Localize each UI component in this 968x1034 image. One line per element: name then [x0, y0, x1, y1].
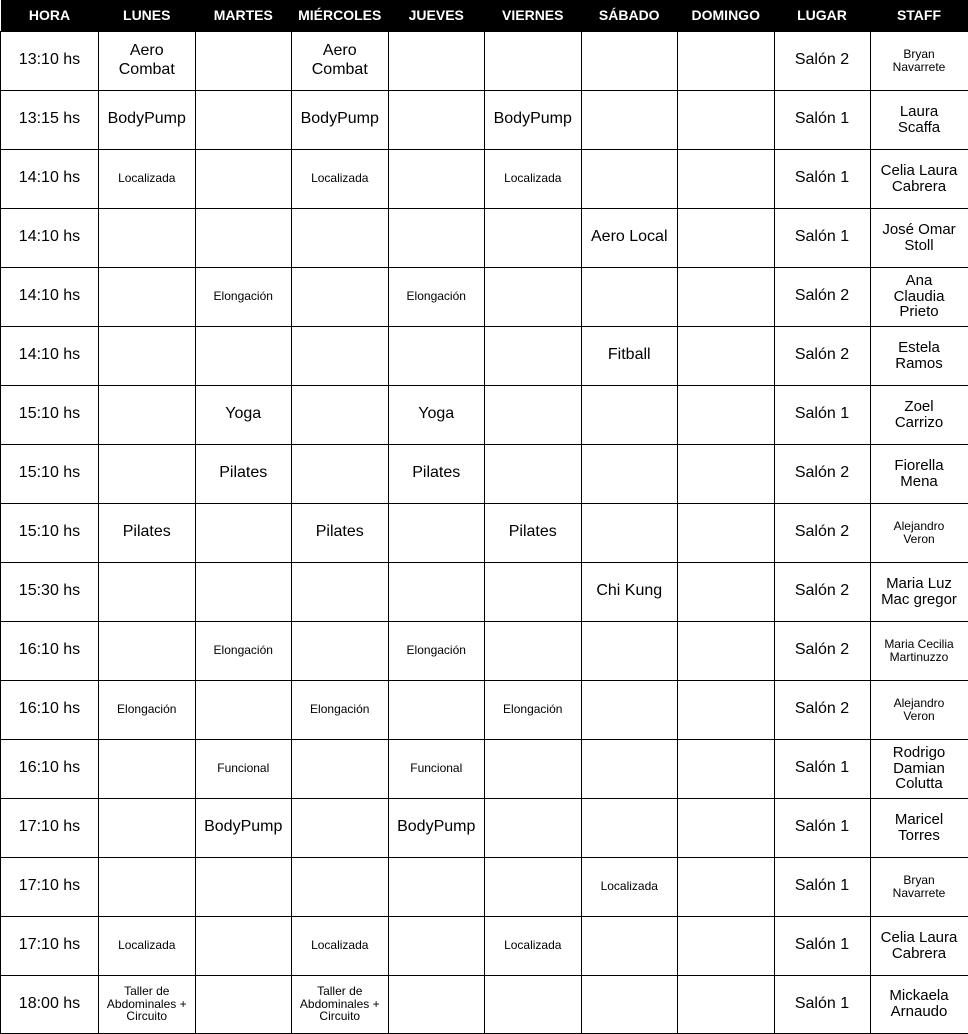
- time-cell: 14:10 hs: [1, 208, 99, 267]
- table-row: [1, 149, 968, 208]
- staff-cell: Alejandro Veron: [870, 680, 968, 739]
- class-cell-jueves: Yoga: [388, 385, 485, 444]
- location-cell: Salón 1: [774, 385, 870, 444]
- location-cell: Salón 1: [774, 975, 870, 1033]
- class-cell-sabado: [581, 621, 678, 680]
- class-cell-lunes: Localizada: [99, 916, 196, 975]
- location-cell: Salón 2: [774, 31, 870, 90]
- time-cell: 15:30 hs: [1, 562, 99, 621]
- header-day-sabado: SÁBADO: [581, 0, 678, 31]
- class-cell-jueves: [388, 975, 485, 1033]
- class-cell-jueves: [388, 149, 485, 208]
- class-cell-viernes: [485, 385, 582, 444]
- time-cell: 13:10 hs: [1, 31, 99, 90]
- class-cell-domingo: [678, 31, 775, 90]
- class-cell-martes: Funcional: [195, 739, 292, 798]
- class-cell-lunes: Pilates: [99, 503, 196, 562]
- class-cell-domingo: [678, 562, 775, 621]
- class-cell-martes: Elongación: [195, 621, 292, 680]
- class-cell-sabado: [581, 916, 678, 975]
- class-cell-viernes: [485, 31, 582, 90]
- class-cell-domingo: [678, 90, 775, 149]
- class-cell-martes: [195, 326, 292, 385]
- class-cell-domingo: [678, 385, 775, 444]
- class-cell-sabado: [581, 739, 678, 798]
- class-cell-sabado: [581, 444, 678, 503]
- class-cell-sabado: [581, 267, 678, 326]
- class-cell-viernes: [485, 326, 582, 385]
- class-cell-sabado: Aero Local: [581, 208, 678, 267]
- class-cell-domingo: [678, 975, 775, 1033]
- class-cell-viernes: Elongación: [485, 680, 582, 739]
- location-cell: Salón 2: [774, 562, 870, 621]
- class-cell-domingo: [678, 916, 775, 975]
- class-cell-miercoles: Localizada: [292, 916, 389, 975]
- class-cell-jueves: [388, 562, 485, 621]
- class-cell-sabado: Chi Kung: [581, 562, 678, 621]
- class-cell-martes: [195, 90, 292, 149]
- class-cell-sabado: [581, 149, 678, 208]
- location-cell: Salón 2: [774, 503, 870, 562]
- location-cell: Salón 2: [774, 444, 870, 503]
- class-cell-martes: BodyPump: [195, 798, 292, 857]
- staff-cell: Ana Claudia Prieto: [870, 267, 968, 326]
- class-cell-miercoles: [292, 739, 389, 798]
- class-cell-domingo: [678, 621, 775, 680]
- class-cell-lunes: [99, 562, 196, 621]
- table-row: [1, 31, 968, 90]
- class-cell-lunes: Elongación: [99, 680, 196, 739]
- class-cell-jueves: [388, 680, 485, 739]
- class-cell-miercoles: Aero Combat: [292, 31, 389, 90]
- time-cell: 16:10 hs: [1, 680, 99, 739]
- table-row: [1, 857, 968, 916]
- staff-cell: Laura Scaffa: [870, 90, 968, 149]
- class-cell-sabado: Fitball: [581, 326, 678, 385]
- class-cell-sabado: [581, 503, 678, 562]
- class-cell-domingo: [678, 267, 775, 326]
- class-cell-lunes: [99, 267, 196, 326]
- time-cell: 15:10 hs: [1, 503, 99, 562]
- class-cell-martes: [195, 31, 292, 90]
- class-cell-jueves: [388, 90, 485, 149]
- class-cell-martes: Pilates: [195, 444, 292, 503]
- table-row: [1, 975, 968, 1033]
- class-cell-martes: [195, 503, 292, 562]
- location-cell: Salón 2: [774, 326, 870, 385]
- class-cell-lunes: [99, 739, 196, 798]
- table-row: [1, 267, 968, 326]
- table-row: [1, 385, 968, 444]
- time-cell: 17:10 hs: [1, 798, 99, 857]
- class-cell-viernes: [485, 208, 582, 267]
- class-cell-martes: [195, 149, 292, 208]
- class-cell-martes: Yoga: [195, 385, 292, 444]
- class-cell-martes: [195, 975, 292, 1033]
- class-cell-viernes: [485, 857, 582, 916]
- location-cell: Salón 1: [774, 857, 870, 916]
- class-cell-miercoles: [292, 857, 389, 916]
- class-cell-viernes: [485, 739, 582, 798]
- staff-cell: Mickaela Arnaudo: [870, 975, 968, 1033]
- table-row: [1, 621, 968, 680]
- time-cell: 14:10 hs: [1, 326, 99, 385]
- class-cell-viernes: [485, 562, 582, 621]
- time-cell: 16:10 hs: [1, 621, 99, 680]
- class-cell-viernes: Localizada: [485, 149, 582, 208]
- class-cell-miercoles: Localizada: [292, 149, 389, 208]
- class-cell-miercoles: [292, 326, 389, 385]
- class-cell-jueves: [388, 503, 485, 562]
- class-cell-jueves: [388, 31, 485, 90]
- class-cell-lunes: [99, 621, 196, 680]
- class-cell-domingo: [678, 503, 775, 562]
- class-cell-domingo: [678, 444, 775, 503]
- table-row: [1, 739, 968, 798]
- time-cell: 17:10 hs: [1, 857, 99, 916]
- staff-cell: Rodrigo Damian Colutta: [870, 739, 968, 798]
- class-cell-lunes: BodyPump: [99, 90, 196, 149]
- location-cell: Salón 2: [774, 680, 870, 739]
- class-cell-domingo: [678, 208, 775, 267]
- class-cell-viernes: [485, 975, 582, 1033]
- table-row: [1, 326, 968, 385]
- class-cell-jueves: [388, 916, 485, 975]
- class-cell-lunes: [99, 444, 196, 503]
- class-cell-jueves: [388, 326, 485, 385]
- staff-cell: Maria Cecilia Martinuzzo: [870, 621, 968, 680]
- table-row: [1, 680, 968, 739]
- class-cell-miercoles: BodyPump: [292, 90, 389, 149]
- time-cell: 13:15 hs: [1, 90, 99, 149]
- table-row: [1, 444, 968, 503]
- class-cell-jueves: [388, 857, 485, 916]
- header-hora: HORA: [1, 0, 99, 31]
- class-cell-miercoles: Elongación: [292, 680, 389, 739]
- class-cell-viernes: [485, 444, 582, 503]
- class-cell-domingo: [678, 857, 775, 916]
- class-cell-domingo: [678, 739, 775, 798]
- staff-cell: Zoel Carrizo: [870, 385, 968, 444]
- class-cell-jueves: Pilates: [388, 444, 485, 503]
- class-cell-lunes: [99, 385, 196, 444]
- location-cell: Salón 1: [774, 916, 870, 975]
- location-cell: Salón 1: [774, 739, 870, 798]
- location-cell: Salón 1: [774, 149, 870, 208]
- header-row: [1, 0, 968, 31]
- class-cell-viernes: Localizada: [485, 916, 582, 975]
- staff-cell: Estela Ramos: [870, 326, 968, 385]
- schedule-header: [1, 0, 968, 31]
- class-cell-miercoles: [292, 444, 389, 503]
- class-cell-domingo: [678, 798, 775, 857]
- class-cell-viernes: BodyPump: [485, 90, 582, 149]
- class-cell-jueves: BodyPump: [388, 798, 485, 857]
- class-cell-viernes: [485, 798, 582, 857]
- table-row: [1, 562, 968, 621]
- class-cell-lunes: [99, 326, 196, 385]
- location-cell: Salón 2: [774, 621, 870, 680]
- staff-cell: Fiorella Mena: [870, 444, 968, 503]
- staff-cell: Celia Laura Cabrera: [870, 916, 968, 975]
- class-cell-martes: [195, 916, 292, 975]
- class-cell-lunes: Aero Combat: [99, 31, 196, 90]
- class-cell-miercoles: [292, 798, 389, 857]
- class-cell-sabado: [581, 680, 678, 739]
- header-day-martes: MARTES: [195, 0, 292, 31]
- class-cell-miercoles: Taller de Abdominales + Circuito: [292, 975, 389, 1033]
- header-day-lunes: LUNES: [99, 0, 196, 31]
- class-cell-domingo: [678, 680, 775, 739]
- location-cell: Salón 1: [774, 90, 870, 149]
- time-cell: 14:10 hs: [1, 149, 99, 208]
- staff-cell: Bryan Navarrete: [870, 857, 968, 916]
- header-day-miercoles: MIÉRCOLES: [292, 0, 389, 31]
- class-cell-martes: [195, 208, 292, 267]
- class-cell-sabado: Localizada: [581, 857, 678, 916]
- table-row: [1, 208, 968, 267]
- class-cell-jueves: Funcional: [388, 739, 485, 798]
- header-day-domingo: DOMINGO: [678, 0, 775, 31]
- class-cell-sabado: [581, 798, 678, 857]
- table-row: [1, 503, 968, 562]
- staff-cell: Maricel Torres: [870, 798, 968, 857]
- time-cell: 14:10 hs: [1, 267, 99, 326]
- header-day-viernes: VIERNES: [485, 0, 582, 31]
- time-cell: 17:10 hs: [1, 916, 99, 975]
- class-cell-domingo: [678, 149, 775, 208]
- class-cell-viernes: [485, 621, 582, 680]
- class-cell-lunes: Localizada: [99, 149, 196, 208]
- class-cell-lunes: [99, 208, 196, 267]
- class-cell-sabado: [581, 90, 678, 149]
- class-cell-miercoles: [292, 562, 389, 621]
- class-cell-domingo: [678, 326, 775, 385]
- staff-cell: Bryan Navarrete: [870, 31, 968, 90]
- staff-cell: Alejandro Veron: [870, 503, 968, 562]
- class-cell-martes: [195, 562, 292, 621]
- location-cell: Salón 2: [774, 267, 870, 326]
- class-cell-lunes: [99, 857, 196, 916]
- class-cell-jueves: [388, 208, 485, 267]
- class-cell-miercoles: [292, 385, 389, 444]
- time-cell: 15:10 hs: [1, 385, 99, 444]
- header-day-jueves: JUEVES: [388, 0, 485, 31]
- time-cell: 15:10 hs: [1, 444, 99, 503]
- class-cell-martes: [195, 857, 292, 916]
- class-cell-viernes: [485, 267, 582, 326]
- location-cell: Salón 1: [774, 798, 870, 857]
- class-cell-sabado: [581, 385, 678, 444]
- location-cell: Salón 1: [774, 208, 870, 267]
- class-cell-lunes: [99, 798, 196, 857]
- header-staff: STAFF: [870, 0, 968, 31]
- class-cell-miercoles: [292, 208, 389, 267]
- class-cell-miercoles: [292, 621, 389, 680]
- schedule-body: [1, 31, 968, 1033]
- class-cell-jueves: Elongación: [388, 267, 485, 326]
- time-cell: 16:10 hs: [1, 739, 99, 798]
- class-cell-sabado: [581, 31, 678, 90]
- class-cell-jueves: Elongación: [388, 621, 485, 680]
- class-cell-martes: Elongación: [195, 267, 292, 326]
- time-cell: 18:00 hs: [1, 975, 99, 1033]
- staff-cell: Celia Laura Cabrera: [870, 149, 968, 208]
- class-cell-martes: [195, 680, 292, 739]
- class-cell-lunes: Taller de Abdominales + Circuito: [99, 975, 196, 1033]
- table-row: [1, 798, 968, 857]
- class-cell-miercoles: [292, 267, 389, 326]
- class-cell-sabado: [581, 975, 678, 1033]
- table-row: [1, 916, 968, 975]
- staff-cell: Maria Luz Mac gregor: [870, 562, 968, 621]
- class-cell-viernes: Pilates: [485, 503, 582, 562]
- header-lugar: LUGAR: [774, 0, 870, 31]
- class-cell-miercoles: Pilates: [292, 503, 389, 562]
- table-row: [1, 90, 968, 149]
- staff-cell: José Omar Stoll: [870, 208, 968, 267]
